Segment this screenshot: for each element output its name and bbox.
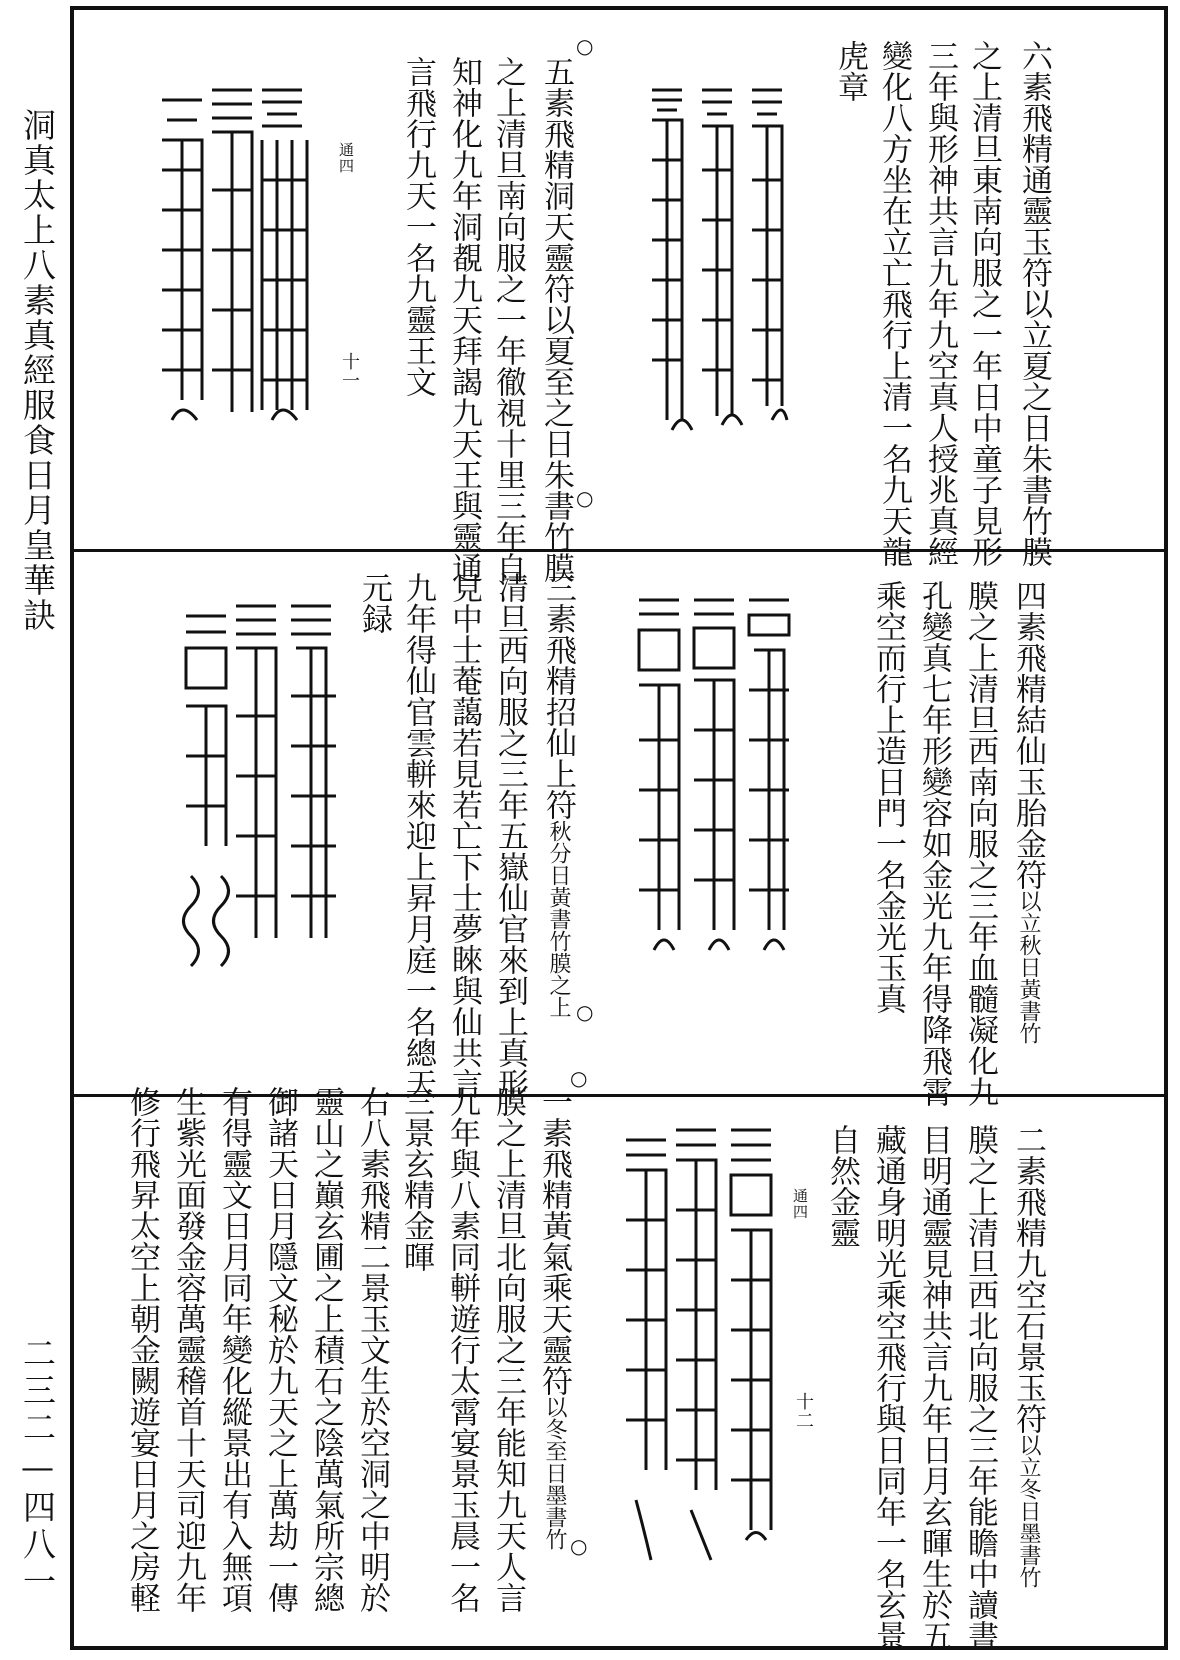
text-column: 虎章 (832, 40, 868, 102)
text-column: 言飛行九天一名九靈王文 (400, 56, 436, 397)
text-column: 知神化九年洞覩九天拜謁九天王與靈通 (446, 56, 482, 583)
text-column: 孔變真七年形變容如金光九年得降飛霄 (916, 580, 952, 1107)
text-column: 靈山之巔玄圃之上積石之陰萬氣所宗總 (308, 1086, 344, 1613)
text-column: 四素飛精結仙玉胎金符以立秋日黃書竹 (1010, 580, 1046, 1044)
text-column: 二素飛精九空石景玉符以立冬日墨書竹 (1010, 1124, 1046, 1588)
folio-note: 通四 (791, 1188, 809, 1220)
text-column: 三景玄精金暉 (398, 1086, 434, 1272)
text-column: 清旦西向服之三年五嶽仙官來到上真形 (492, 572, 528, 1099)
text-column: 生紫光面發金容萬靈稽首十天司迎九年 (170, 1086, 206, 1613)
ring-mark: ○ (570, 1066, 588, 1090)
text-column: 目明通靈見神共言九年日月玄暉生於五 (916, 1124, 952, 1651)
text-column: 有得靈文日月同年變化縱景出有入無項 (216, 1086, 252, 1613)
text-column: 自然金靈 (824, 1124, 860, 1248)
text-column: 變化八方坐在立亡飛行上清一名九天龍 (876, 40, 912, 567)
text-column: 見中士菴藹若見若亡下士夢睞與仙共言 (446, 572, 482, 1099)
ring-mark: ○ (576, 34, 594, 58)
margin-title: 洞真太上八素真經服食日月皇華訣 (18, 108, 57, 633)
talisman-six (632, 80, 792, 460)
text-column: 九年與八素同軿遊行太霄宴景玉晨一名 (444, 1086, 480, 1613)
folio-number: 十一 (339, 352, 360, 390)
text-column: 五素飛精洞天靈符以夏至之日朱書竹膜 (538, 56, 574, 583)
text-column: 右八素飛精二景玉文生於空洞之中明於 (354, 1086, 390, 1613)
text-column: 元録 (356, 572, 392, 634)
text-column: 膜之上清旦西北向服之三年能瞻中讀書 (962, 1124, 998, 1651)
talisman-two (616, 1120, 786, 1590)
talisman-four (624, 590, 804, 980)
text-column: 九年得仙官雲軿來迎上昇月庭一名總天 (400, 572, 436, 1099)
text-column: 六素飛精通靈玉符以立夏之日朱書竹膜 (1016, 40, 1052, 567)
ring-mark: ○ (570, 1534, 588, 1558)
text-column: 膜之上清旦西南向服之三年血髓凝化九 (962, 580, 998, 1107)
text-column: 三年與形神共言九年九空真人授兆真經 (922, 40, 958, 567)
text-column: 御諸天日月隱文秘於九天之上萬劫一傳 (262, 1086, 298, 1613)
text-column: 藏通身明光乘空飛行與日同年一名玄景 (870, 1124, 906, 1651)
talisman-five (152, 80, 322, 440)
text-column: 修行飛昇太空上朝金闕遊宴日月之房軽 (124, 1086, 160, 1613)
talisman-three (176, 596, 346, 996)
ring-mark: ○ (576, 486, 594, 510)
ring-mark: ○ (576, 1000, 594, 1024)
text-column: 三素飛精招仙上符秋分日黃書竹膜之上 (540, 572, 576, 1018)
text-column: 一素飛精黃氣乘天靈符以冬至日墨書竹 (536, 1086, 572, 1550)
text-column: 膜之上清旦北向服之三年能知九天人言 (490, 1086, 526, 1613)
folio-note: 通四 (337, 142, 355, 174)
page-number: 二三二—四八一 (18, 1336, 57, 1601)
folio-number: 十二 (793, 1392, 814, 1430)
text-column: 乘空而行上造日門一名金光玉真 (870, 580, 906, 1014)
text-column: 之上清旦南向服之一年徹視十里三年自 (490, 56, 526, 583)
text-column: 之上清旦東南向服之一年日中童子見形 (966, 40, 1002, 567)
